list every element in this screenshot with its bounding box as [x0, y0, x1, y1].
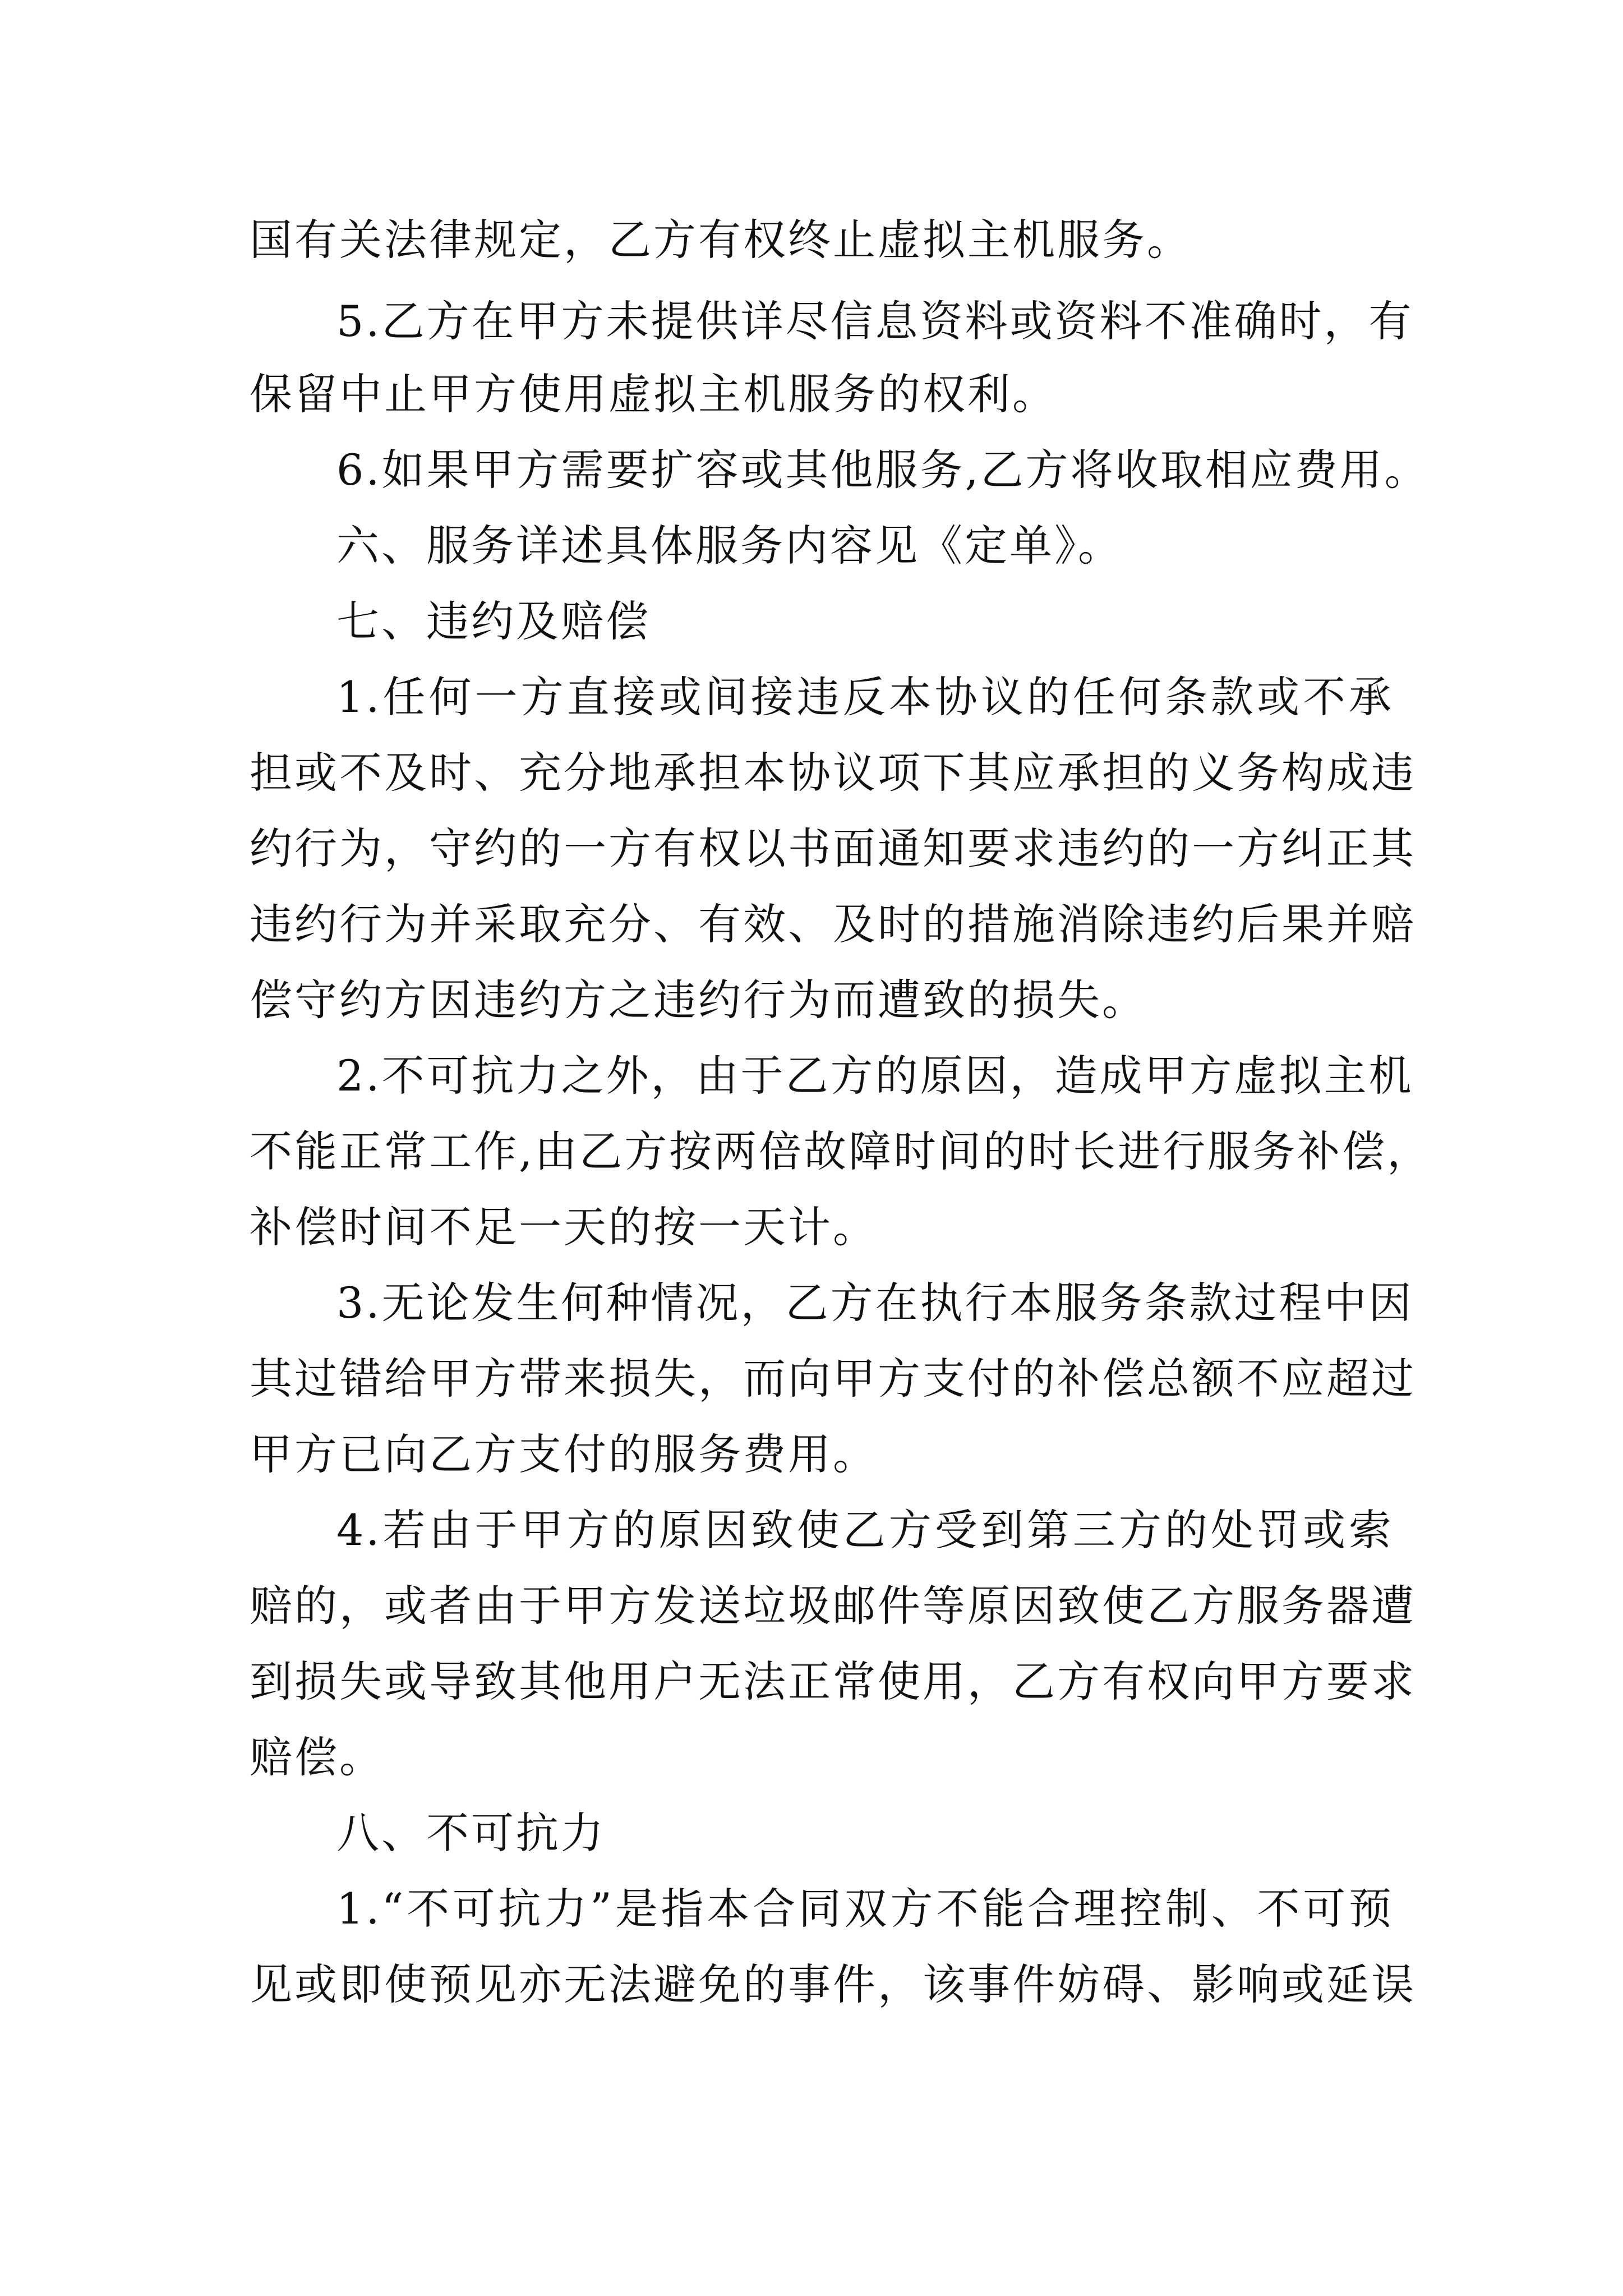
clause-8-1-text: 1.“不可抗力”是指本合同双方不能合理控制、不可预 — [336, 1884, 1394, 1934]
clause-5-text: 5.乙方在甲方未提供详尽信息资料或资料不准确时，有 — [336, 296, 1414, 346]
clause-7-2-text: 2.不可抗力之外，由于乙方的原因，造成甲方虚拟主机 — [336, 1051, 1414, 1101]
body-text-line: 赔偿。 — [250, 1732, 384, 1782]
clause-7-1-text: 1.任何一方直接或间接违反本协议的任何条款或不承 — [336, 672, 1394, 722]
body-text-line: 保留中止甲方使用虚拟主机服务的权利。 — [250, 369, 1057, 419]
body-text-line: 不能正常工作,由乙方按两倍故障时间的时长进行服务补偿， — [250, 1126, 1432, 1176]
body-text-line: 约行为，守约的一方有权以书面通知要求违约的一方纠正其 — [250, 823, 1416, 873]
clause-7-4-text: 4.若由于甲方的原因致使乙方受到第三方的处罚或索 — [336, 1505, 1394, 1555]
body-text-line: 见或即使预见亦无法避免的事件，该事件妨碍、影响或延误 — [250, 1959, 1416, 2009]
body-text-line: 偿守约方因违约方之违约行为而遭致的损失。 — [250, 975, 1147, 1025]
body-text-line: 违约行为并采取充分、有效、及时的措施消除违约后果并赔 — [250, 899, 1416, 949]
section-7-heading: 七、违约及赔偿 — [336, 596, 651, 646]
body-text-line: 国有关法律规定，乙方有权终止虚拟主机服务。 — [250, 215, 1192, 265]
body-text-line: 其过错给甲方带来损失，而向甲方支付的补偿总额不应超过 — [250, 1354, 1416, 1404]
clause-7-3-text: 3.无论发生何种情况，乙方在执行本服务条款过程中因 — [336, 1278, 1414, 1328]
body-text-line: 到损失或导致其他用户无法正常使用，乙方有权向甲方要求 — [250, 1657, 1416, 1706]
clause-6-text: 6.如果甲方需要扩容或其他服务,乙方将收取相应费用。 — [336, 445, 1430, 495]
body-text-line: 赔的，或者由于甲方发送垃圾邮件等原因致使乙方服务器遭 — [250, 1581, 1416, 1631]
section-6-heading: 六、服务详述具体服务内容见《定单》。 — [336, 521, 1123, 570]
body-text-line: 担或不及时、充分地承担本协议项下其应承担的义务构成违 — [250, 748, 1416, 798]
body-text-line: 甲方已向乙方支付的服务费用。 — [250, 1429, 878, 1479]
section-8-heading: 八、不可抗力 — [336, 1808, 606, 1858]
body-text-line: 补偿时间不足一天的按一天计。 — [250, 1202, 878, 1252]
